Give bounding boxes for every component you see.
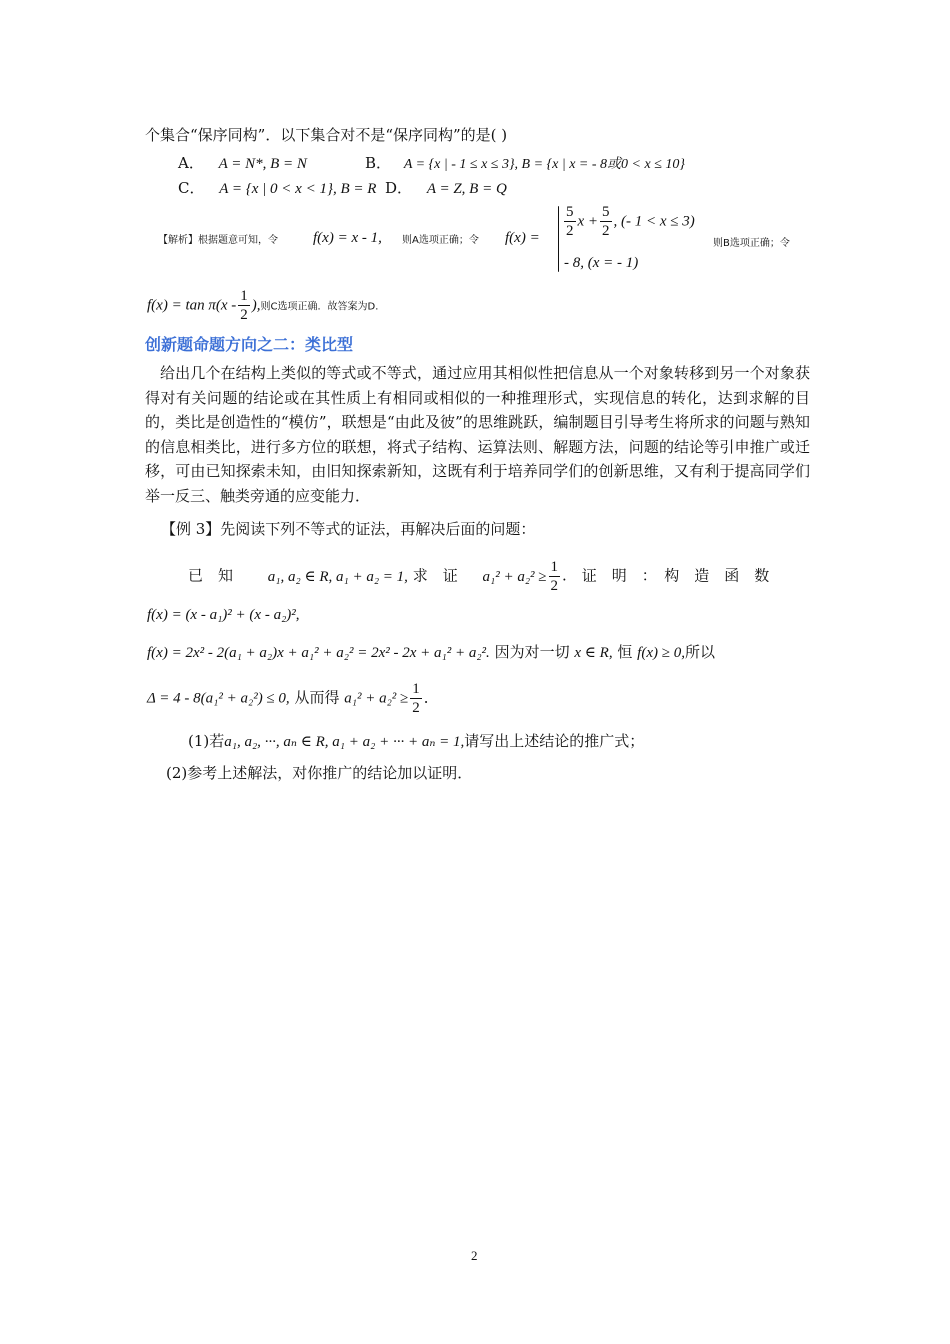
option-d bbox=[385, 178, 507, 199]
option-d-label: D． bbox=[385, 179, 413, 197]
denominator: 2 bbox=[412, 700, 420, 716]
fraction bbox=[564, 203, 576, 240]
piecewise-case-2: - 8, (x = - 1) bbox=[564, 255, 639, 271]
expansion-line bbox=[147, 642, 715, 663]
question-2: (2)参考上述解法，对你推广的结论加以证明． bbox=[166, 764, 473, 782]
question-stem-line: 个集合“保序同构”．以下集合对不是“保序同构”的是( ) bbox=[145, 126, 508, 144]
expansion-text-2: 恒 bbox=[617, 643, 633, 661]
expansion-text-3: 所以 bbox=[684, 643, 715, 661]
option-b bbox=[365, 153, 685, 175]
expansion-math-3: f(x) ≥ 0, bbox=[637, 645, 685, 661]
delta-math-2: a₁² + a₂² ≥ bbox=[344, 690, 409, 707]
solution-end1: 则B选项正确；令 bbox=[713, 238, 790, 249]
example-label: 【例 3】先阅读下列不等式的证法，再解决后面的问题： bbox=[161, 520, 536, 538]
paragraph-text: 给出几个在结构上类似的等式或不等式，通过应用其相似性把信息从一个对象转移到另一个对象获得对有关问题的结论或在其性质上有相同或相似的一种推理形式，实现信息的转化，达到求解的目的，类比是创造性的“模仿”，联想是“由此及彼”的思维跳跃，编制题目引导考生将所求的问题与熟知的信息相类比，进行多方位的联想，将式子结构、运算法则、解题方法，问题的结论等引申推广或迁移，可由已知探索未知，由旧知探索新知，这既有利于培养同学们的创新思维，又有利于提高同学们举一反三、触类旁通的应变能力． bbox=[145, 364, 810, 505]
numerator: 5 bbox=[602, 204, 610, 220]
solution-prefix: 【解析】根据题意可知，令 bbox=[158, 235, 278, 246]
expansion-text: 因为对一切 bbox=[494, 643, 570, 661]
solution-conclusion: 则C选项正确．故答案为D． bbox=[260, 301, 386, 313]
denominator: 2 bbox=[550, 578, 559, 594]
option-a bbox=[178, 153, 307, 174]
section-heading: 创新题命题方向之二：类比型 bbox=[145, 335, 354, 354]
function-definition: f(x) = (x - a₁)² + (x - a₂)², bbox=[147, 607, 300, 623]
delta-end: ． bbox=[423, 688, 439, 707]
page-number: 2 bbox=[471, 1248, 478, 1263]
tan-close: ), bbox=[251, 297, 261, 314]
proof-start: . 证 明 ： 构 造 函 数 bbox=[562, 566, 770, 585]
option-b-math: A = {x | - 1 ≤ x ≤ 3}, B = {x | x = - 8或0 < x ≤ 10} bbox=[403, 157, 685, 172]
option-c-math: A = {x | 0 < x < 1}, B = R bbox=[219, 181, 377, 197]
denominator: 2 bbox=[602, 223, 610, 239]
option-d-math: A = Z, B = Q bbox=[426, 181, 507, 197]
denominator: 2 bbox=[566, 223, 574, 239]
numerator: 5 bbox=[566, 204, 574, 220]
q1-prefix: (1)若 bbox=[188, 732, 225, 750]
tan-expression: f(x) = tan π(x - bbox=[147, 297, 237, 314]
piecewise-case-1 bbox=[562, 203, 695, 240]
numerator: 1 bbox=[412, 681, 420, 697]
q1-math: a₁, a₂, ···, aₙ ∈ R, a₁ + a₂ + ··· + aₙ = 1, bbox=[224, 734, 465, 750]
given-word: 已 知 bbox=[188, 566, 234, 585]
given-math: a₁, a₂ ∈ R, a₁ + a₂ = 1, bbox=[267, 568, 408, 585]
solution-fx: f(x) = bbox=[505, 230, 540, 246]
case1-condition: , (- 1 < x ≤ 3) bbox=[613, 213, 695, 230]
given-line bbox=[188, 558, 769, 595]
denominator: 2 bbox=[240, 307, 248, 323]
prove-word: 求 证 bbox=[412, 566, 458, 585]
delta-math: Δ = 4 - 8(a₁² + a₂²) ≤ 0, bbox=[147, 690, 290, 707]
option-c-label: C． bbox=[178, 179, 205, 197]
question-1 bbox=[188, 731, 644, 752]
fraction bbox=[549, 558, 561, 595]
fraction bbox=[600, 203, 612, 240]
numerator: 1 bbox=[240, 288, 248, 304]
delta-line bbox=[147, 680, 439, 717]
solution-f1: f(x) = x - 1, bbox=[313, 230, 382, 246]
expansion-math-2: x ∈ R, bbox=[574, 645, 613, 661]
option-a-math: A = N*, B = N bbox=[218, 156, 307, 172]
piecewise-brace bbox=[558, 206, 559, 272]
fraction bbox=[410, 680, 422, 717]
fraction bbox=[238, 287, 250, 324]
prove-math: a₁² + a₂² ≥ bbox=[482, 568, 547, 585]
numerator: 1 bbox=[550, 559, 559, 575]
body-paragraph bbox=[145, 361, 810, 508]
q1-text: 请写出上述结论的推广式； bbox=[464, 732, 645, 750]
expansion-math: f(x) = 2x² - 2(a₁ + a₂)x + a₁² + a₂² = 2x² - 2x + a₁² + a₂². bbox=[147, 645, 490, 661]
case1-x: x + bbox=[577, 213, 599, 230]
solution-mid: 则A选项正确；令 bbox=[402, 235, 479, 246]
option-b-label: B． bbox=[365, 154, 392, 172]
solution-line-2 bbox=[147, 287, 385, 324]
option-c bbox=[178, 178, 376, 199]
option-a-label: A． bbox=[178, 154, 204, 172]
delta-text: 从而得 bbox=[294, 688, 340, 707]
